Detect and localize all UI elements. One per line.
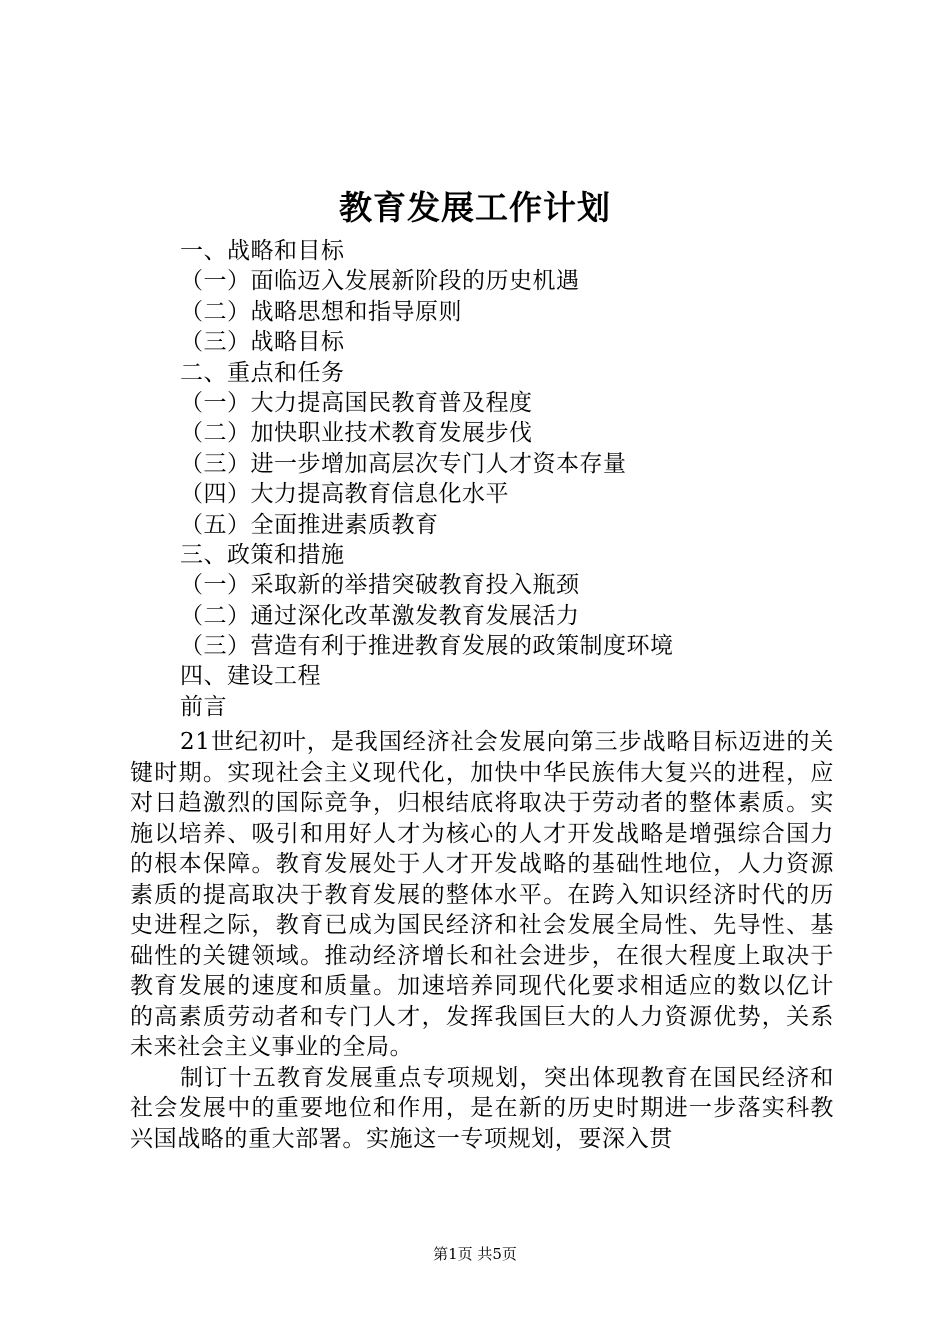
outline-item: 三、政策和措施	[180, 541, 345, 568]
outline-item: 二、重点和任务	[180, 359, 345, 386]
document-title: 教育发展工作计划	[339, 188, 611, 227]
page-footer: 第1页 共5页	[433, 1245, 517, 1263]
outline-item: （四）大力提高教育信息化水平	[180, 481, 509, 508]
outline-item: 一、战略和目标	[180, 238, 345, 264]
outline-item: （五）全面推进素质教育	[180, 511, 439, 538]
preface-heading: 前言	[180, 693, 227, 720]
outline-item: （二）加快职业技术教育发展步伐	[180, 420, 533, 447]
document-body	[130, 727, 834, 1154]
outline-item: （一）面临迈入发展新阶段的历史机遇	[180, 268, 580, 295]
outline-item: （二）通过深化改革激发教育发展活力	[180, 602, 580, 629]
outline-item: （一）采取新的举措突破教育投入瓶颈	[180, 572, 580, 599]
body-paragraph: 制订十五教育发展重点专项规划，突出体现教育在国民经济和社会发展中的重要地位和作用，是在新的历史时期进一步落实科教兴国战略的重大部署。实施这一专项规划，要深入贯	[130, 1064, 834, 1152]
outline-item: （一）大力提高国民教育普及程度	[180, 389, 533, 416]
body-paragraph: 21世纪初叶，是我国经济社会发展向第三步战略目标迈进的关键时期。实现社会主义现代化，加快中华民族伟大复兴的进程，应对日趋激烈的国际竞争，归根结底将取决于劳动者的整体素质。实施以培养、吸引和用好人才为核心的人才开发战略是增强综合国力的根本保障。教育发展处于人才开发战略的基础性地位，人力资源素质的提高取决于教育发展的整体水平。在跨入知识经济时代的历史进程之际，教育已成为国民经济和社会发展全局性、先导性、基础性的关键领域。推动经济增长和社会进步，在很大程度上取决于教育发展的速度和质量。加速培养同现代化要求相适应的数以亿计的高素质劳动者和专门人才，发挥我国巨大的人力资源优势，关系未来社会主义事业的全局。	[130, 729, 834, 1060]
outline-item: （三）战略目标	[180, 329, 345, 356]
outline-item: 四、建设工程	[180, 663, 321, 690]
outline-list	[180, 236, 900, 722]
outline-item: （二）战略思想和指导原则	[180, 298, 462, 325]
outline-item: （三）营造有利于推进教育发展的政策制度环境	[180, 633, 674, 660]
outline-item: （三）进一步增加高层次专门人才资本存量	[180, 450, 627, 477]
